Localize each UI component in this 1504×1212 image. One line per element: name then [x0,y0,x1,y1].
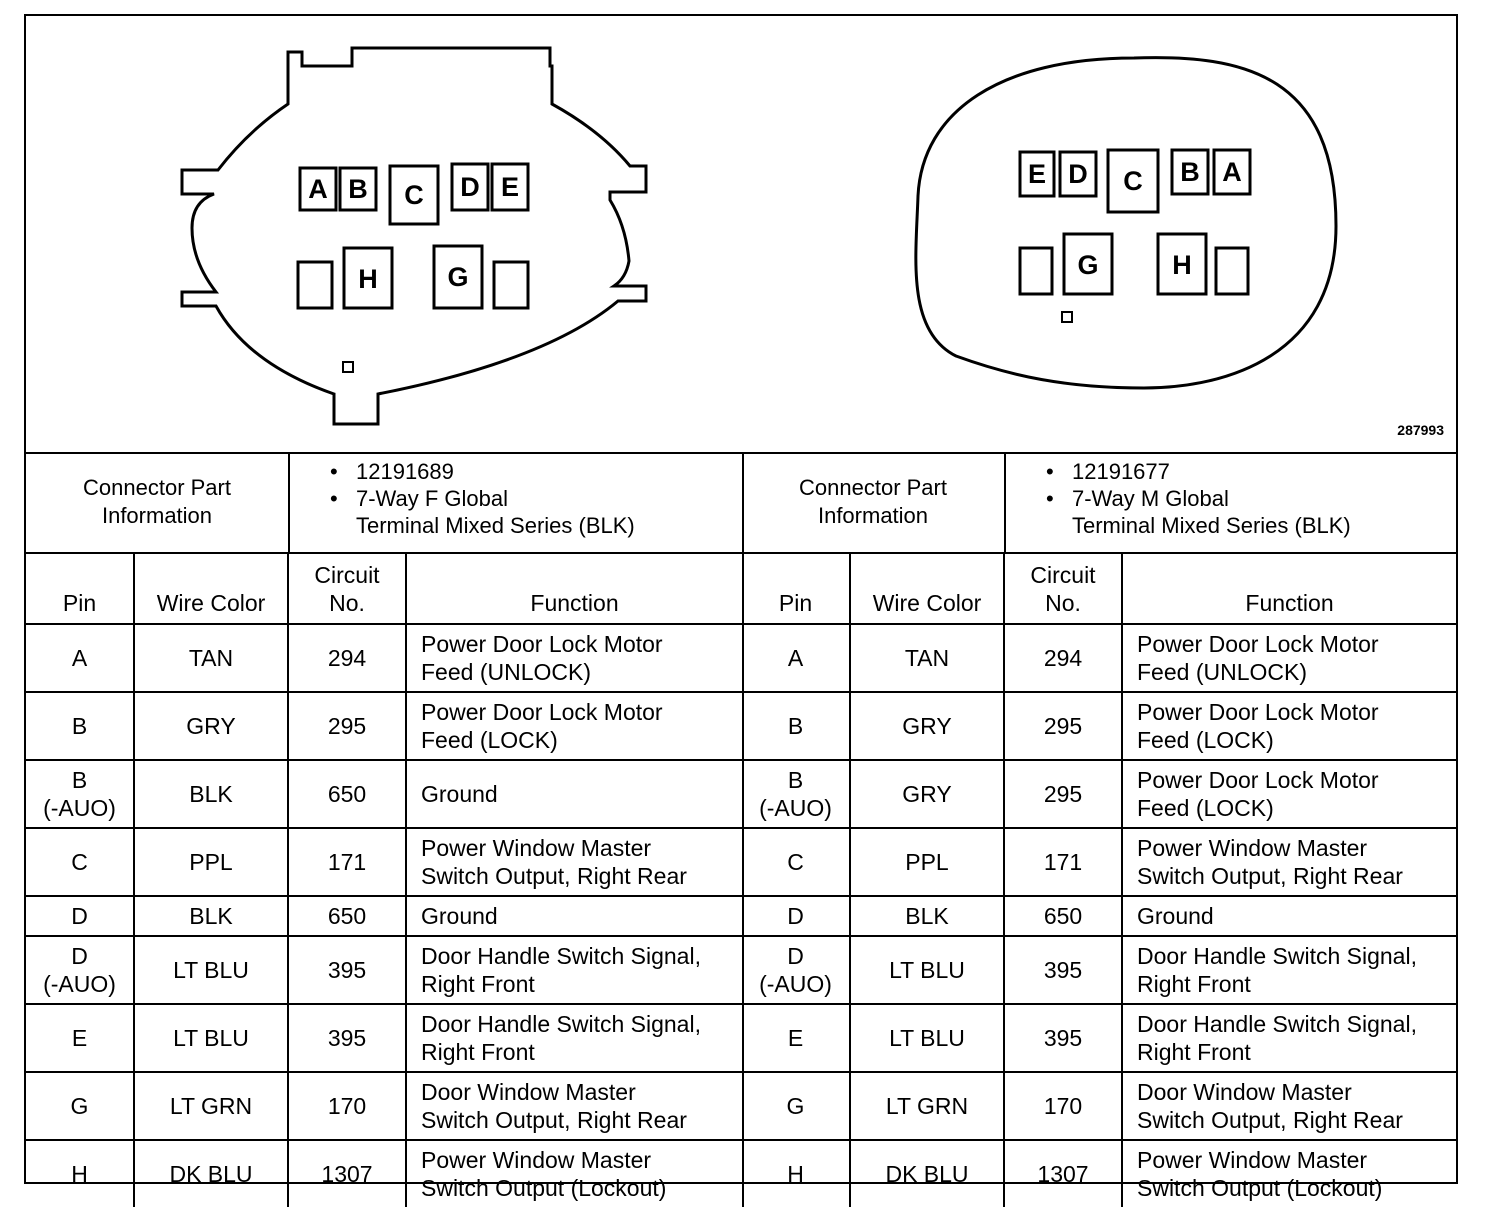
female-connector-outline [182,48,646,424]
function-cell-line: Power Door Lock Motor [1137,699,1379,725]
description-item [330,485,742,512]
pin-cell-line: B [787,713,804,739]
male-pin-g [1064,234,1112,294]
function-cell-line: Door Handle Switch Signal, [421,1011,701,1037]
female-pinout-table [26,554,742,1207]
female-pin-e [492,164,528,210]
pin-cell [742,896,850,936]
circuit-cell: 170 [1004,1072,1122,1140]
male-pinout-rows [742,624,1456,1207]
circuit-cell: 171 [288,828,406,896]
male-pin-d [1060,152,1096,196]
wire-color-cell: PPL [134,828,288,896]
info-label-line: Connector Part [83,475,231,500]
female-pin-h-label: H [358,264,378,294]
function-cell-line: Door Window Master [421,1079,636,1105]
function-cell [406,936,742,1004]
male-pin-c [1108,150,1158,212]
part-number: 12191677 [1072,459,1170,484]
function-cell-line: Feed (LOCK) [421,727,558,753]
male-empty-cavity-left [1020,248,1052,294]
female-pin-a [300,168,336,210]
pin-cell [26,1072,134,1140]
female-pin-b [340,168,376,210]
header-circuit [288,554,406,624]
function-cell [1122,1004,1456,1072]
function-cell [406,1140,742,1207]
table-header-row [26,554,742,624]
female-key-square [343,362,353,372]
circuit-cell: 650 [1004,896,1122,936]
function-cell-line: Right Front [421,1039,535,1065]
pin-cell [742,1140,850,1207]
pin-cell-line: D [71,943,88,969]
table-row [742,1072,1456,1140]
pin-cell-line: (-AUO) [43,795,116,821]
connector-face-views [26,16,1456,452]
male-pin-e-label: E [1027,159,1047,189]
description-line: Terminal Mixed Series (BLK) [1072,513,1351,538]
male-pin-e [1020,152,1054,196]
wire-color-cell: GRY [134,692,288,760]
figure-id: 287993 [1397,422,1444,438]
pin-cell-line: A [787,645,804,671]
table-header-row [742,554,1456,624]
male-pinout-table [742,554,1456,1207]
connector-part-info-label [26,452,290,552]
pin-cell-line: C [71,849,88,875]
circuit-cell: 650 [288,896,406,936]
connector-part-info-values [290,452,742,552]
male-pin-a-label: A [1222,157,1242,187]
pin-cell [742,1072,850,1140]
circuit-cell: 295 [1004,760,1122,828]
table-row [26,624,742,692]
circuit-cell: 294 [1004,624,1122,692]
bullet-icon: • [330,459,338,484]
pin-cell-line: B [787,767,804,793]
wire-color-cell: TAN [850,624,1004,692]
description-item [1046,485,1456,512]
wire-color-cell: DK BLU [850,1140,1004,1207]
circuit-cell: 395 [1004,1004,1122,1072]
header-circuit-line: No. [1045,590,1081,616]
wire-color-cell: DK BLU [134,1140,288,1207]
table-row [742,1140,1456,1207]
pin-cell [742,936,850,1004]
function-cell [1122,936,1456,1004]
function-cell-line: Door Handle Switch Signal, [1137,1011,1417,1037]
function-cell [406,1072,742,1140]
info-label-line: Information [101,503,213,528]
wire-color-cell: LT GRN [134,1072,288,1140]
pin-cell-line: (-AUO) [759,971,832,997]
function-cell [1122,624,1456,692]
bullet-icon: • [1046,486,1054,511]
table-row [26,936,742,1004]
header-circuit-line: Circuit [314,562,380,588]
table-row [26,1072,742,1140]
connector-part-info-values [1006,452,1456,552]
table-row [26,1004,742,1072]
part-number: 12191689 [356,459,454,484]
table-row [742,1004,1456,1072]
connector-diagrams [26,16,1456,454]
pin-cell [26,624,134,692]
description-line: 7-Way F Global [356,486,509,511]
male-pin-g-label: G [1077,250,1099,280]
female-pinout-rows [26,624,742,1207]
male-pin-a [1214,150,1250,194]
function-cell-line: Ground [1137,903,1214,929]
female-pin-c [390,166,438,224]
description-line: Terminal Mixed Series (BLK) [356,513,635,538]
function-cell-line: Switch Output (Lockout) [421,1175,667,1201]
circuit-cell: 395 [288,936,406,1004]
function-cell-line: Power Window Master [1137,835,1368,861]
female-pin-c-label: C [404,180,424,210]
male-connector-outline [916,58,1336,388]
pin-cell-line: B [71,713,88,739]
male-key-square [1062,312,1072,322]
info-label-line: Connector Part [799,475,947,500]
wire-color-cell: LT BLU [134,936,288,1004]
function-cell-line: Power Window Master [421,835,652,861]
header-circuit-line: Circuit [1030,562,1096,588]
circuit-cell: 395 [288,1004,406,1072]
circuit-cell: 395 [1004,936,1122,1004]
function-cell-line: Door Handle Switch Signal, [421,943,701,969]
function-cell [1122,1072,1456,1140]
header-function: Function [406,554,742,624]
pin-cell-line: G [70,1093,89,1119]
pin-cell-line: D [787,903,804,929]
pin-cell [742,692,850,760]
function-cell-line: Power Door Lock Motor [421,631,663,657]
pin-cell [742,1004,850,1072]
function-cell-line: Switch Output (Lockout) [1137,1175,1383,1201]
female-pin-d [452,164,488,210]
function-cell-line: Feed (UNLOCK) [1137,659,1307,685]
header-pin: Pin [742,554,850,624]
pin-cell-line: B [71,767,88,793]
function-cell [1122,1140,1456,1207]
male-pin-h-label: H [1172,250,1192,280]
pin-cell-line: E [787,1025,804,1051]
circuit-cell: 171 [1004,828,1122,896]
pin-cell-line: (-AUO) [43,971,116,997]
male-pin-c-label: C [1123,166,1143,196]
circuit-cell: 295 [1004,692,1122,760]
table-row [742,624,1456,692]
wire-color-cell: BLK [134,896,288,936]
wire-color-cell: LT BLU [850,936,1004,1004]
pin-cell [26,828,134,896]
pin-cell [26,936,134,1004]
function-cell-line: Right Front [421,971,535,997]
function-cell [406,624,742,692]
pin-cell-line: (-AUO) [759,795,832,821]
function-cell-line: Switch Output, Right Rear [421,863,687,889]
function-cell-line: Door Handle Switch Signal, [1137,943,1417,969]
female-pin-e-label: E [500,172,520,202]
pin-cell-line: A [71,645,88,671]
function-cell [406,828,742,896]
bullet-icon: • [1046,459,1054,484]
table-row [26,760,742,828]
function-cell-line: Feed (LOCK) [1137,727,1274,753]
circuit-cell: 295 [288,692,406,760]
function-cell [1122,828,1456,896]
function-cell-line: Right Front [1137,971,1251,997]
function-cell-line: Door Window Master [1137,1079,1352,1105]
circuit-cell: 1307 [1004,1140,1122,1207]
function-cell-line: Power Door Lock Motor [1137,631,1379,657]
wire-color-cell: TAN [134,624,288,692]
connector-part-info [26,452,742,554]
header-wire-color: Wire Color [850,554,1004,624]
table-row [26,692,742,760]
wire-color-cell: PPL [850,828,1004,896]
female-pin-b-label: B [348,174,368,204]
female-empty-cavity-left [298,262,332,308]
female-empty-cavity-right [494,262,528,308]
info-label-line: Information [817,503,929,528]
male-empty-cavity-right [1216,248,1248,294]
female-pin-g-label: G [447,262,469,292]
function-cell-line: Power Window Master [421,1147,652,1173]
female-pin-a-label: A [308,174,328,204]
table-row [26,896,742,936]
function-cell-line: Ground [421,903,498,929]
connector-part-info [742,452,1456,554]
pin-cell [26,1004,134,1072]
pin-cell [26,760,134,828]
male-pin-b [1172,150,1208,194]
table-row [26,1140,742,1207]
header-circuit [1004,554,1122,624]
male-pin-d-label: D [1068,159,1088,189]
wire-color-cell: GRY [850,692,1004,760]
pin-cell [26,1140,134,1207]
header-function: Function [1122,554,1456,624]
function-cell [406,1004,742,1072]
table-row [742,936,1456,1004]
function-cell-line: Power Door Lock Motor [1137,767,1379,793]
male-pin-b-label: B [1180,157,1200,187]
pin-cell-line: H [787,1161,804,1187]
female-connector-panel [26,452,744,1207]
function-cell [406,896,742,936]
table-row [742,760,1456,828]
bullet-icon: • [330,486,338,511]
female-pin-g [434,246,482,308]
function-cell-line: Switch Output, Right Rear [421,1107,687,1133]
function-cell [406,760,742,828]
circuit-cell: 650 [288,760,406,828]
connector-part-info-label [742,452,1006,552]
function-cell-line: Switch Output, Right Rear [1137,863,1403,889]
header-wire-color: Wire Color [134,554,288,624]
male-connector-panel [742,452,1456,1207]
table-row [742,692,1456,760]
pin-cell-line: D [787,943,804,969]
table-row [26,828,742,896]
female-pin-h [344,248,392,308]
male-pin-h [1158,234,1206,294]
pin-cell [742,624,850,692]
function-cell-line: Ground [421,781,498,807]
description-line: 7-Way M Global [1072,486,1229,511]
table-row [742,828,1456,896]
pin-cell [742,828,850,896]
circuit-cell: 1307 [288,1140,406,1207]
function-cell [406,692,742,760]
header-circuit-line: No. [329,590,365,616]
wire-color-cell: BLK [850,896,1004,936]
function-cell-line: Switch Output, Right Rear [1137,1107,1403,1133]
wire-color-cell: LT GRN [850,1072,1004,1140]
header-pin: Pin [26,554,134,624]
pin-cell-line: G [786,1093,805,1119]
function-cell-line: Power Door Lock Motor [421,699,663,725]
part-number-item [1046,458,1456,485]
circuit-cell: 170 [288,1072,406,1140]
wire-color-cell: BLK [134,760,288,828]
pin-cell-line: E [71,1025,88,1051]
connector-sheet [24,14,1458,1201]
circuit-cell: 294 [288,624,406,692]
wire-color-cell: GRY [850,760,1004,828]
female-pin-d-label: D [460,172,480,202]
function-cell [1122,692,1456,760]
pin-cell-line: H [71,1161,88,1187]
pin-cell-line: D [71,903,88,929]
wire-color-cell: LT BLU [850,1004,1004,1072]
function-cell [1122,896,1456,936]
pin-cell [742,760,850,828]
function-cell-line: Feed (LOCK) [1137,795,1274,821]
pin-cell-line: C [787,849,804,875]
wire-color-cell: LT BLU [134,1004,288,1072]
function-cell-line: Right Front [1137,1039,1251,1065]
pin-cell [26,692,134,760]
function-cell-line: Feed (UNLOCK) [421,659,591,685]
function-cell [1122,760,1456,828]
pin-cell [26,896,134,936]
function-cell-line: Power Window Master [1137,1147,1368,1173]
part-number-item [330,458,742,485]
table-row [742,896,1456,936]
